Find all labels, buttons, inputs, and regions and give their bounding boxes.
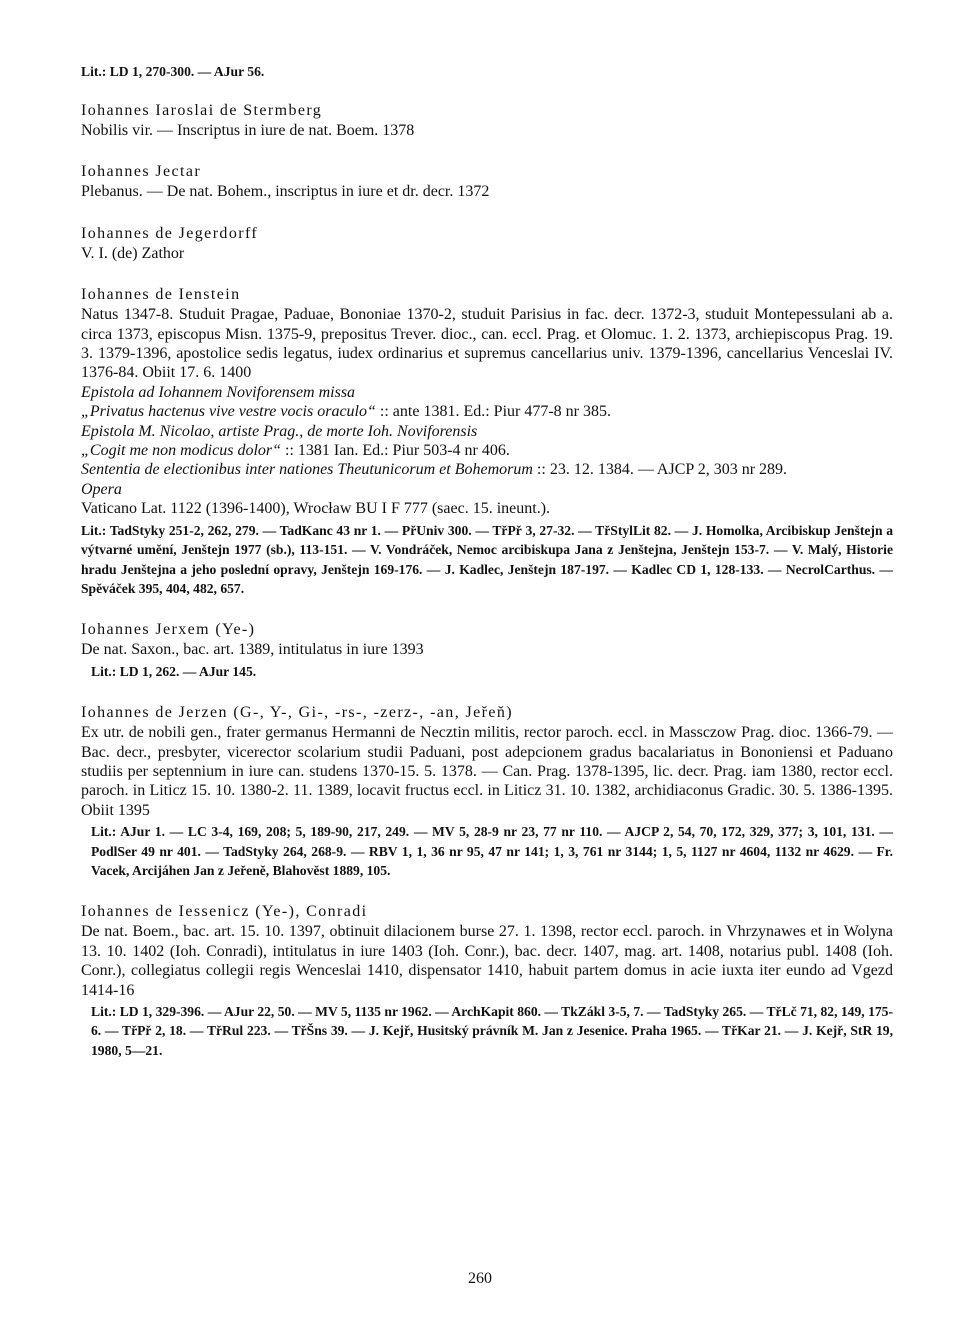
entry-literature: Lit.: LD 1, 329-396. — AJur 22, 50. — MV 5, 1135 nr 1962. — ArchKapit 860. — TkZákl 3-5, 7. — TadStyky 265. — TřLč 71, 82, 149, 175-6. — TřPř 2, 18. — TřRul 223. — TřŠns 39. — J. Kejř, Husitský právník M. Jan z Jesenice. Praha 1965. — TřKar 21. — J. Kejř, StR 19, 1980, 5—21. [91, 1004, 893, 1058]
work-line [81, 480, 893, 499]
entry-text: V. I. (de) Zathor [81, 244, 185, 262]
entry-heading: Iohannes de Jerzen (G-, Y-, Gi-, -rs-, -zerz-, -an, Jeřeň) [81, 704, 513, 722]
entry-jectar [81, 162, 893, 201]
work-detail: :: 1381 Ian. Ed.: Piur 503-4 nr 406. [281, 442, 510, 460]
work-line [81, 402, 893, 421]
entry-jerxem [81, 620, 893, 681]
entry-stermberg [81, 101, 893, 140]
entry-heading: Iohannes de Jegerdorff [81, 224, 259, 242]
entry-biography: Ex utr. de nobili gen., frater germanus Hermanni de Necztin militis, rector paroch. eccl. in Massczow Prag. dioc. 1366-79. — Bac. decr., presbyter, vicerector scolarium studii Paduani, post adepcionem gradus bacalariatus in Bononiensi et Paduano studiis per septennium in iure can. studens 1370-15. 5. 1378. — Can. Prag. 1378-1395, lic. decr. Prag. iam 1380, rector eccl. paroch. in Liticz 15. 10. 1380-2. 11. 1389, locavit fructus eccl. in Liticz 31. 10. 1382, archidiaconus Gradic. 30. 5. 1386-1395. Obiit 1395 [81, 724, 893, 819]
work-title: „Cogit me non modicus dolor“ [81, 442, 282, 460]
entry-text: De nat. Saxon., bac. art. 1389, intitulatus in iure 1393 [81, 641, 424, 659]
entry-biography: Natus 1347-8. Studuit Pragae, Paduae, Bononiae 1370-2, studuit Parisius in fac. decr. 1372-3, studuit Montepessulani ab a. circa 1373, episcopus Misn. 1375-9, prepositus Trever. dioc., can. eccl. Prag. et Olomuc. 1. 2. 1373, archiepiscopus Prag. 19. 3. 1379-1396, apostolice sedis legatus, iudex ordinarius et supremus cancellarius univ. 1379-1396, cancellarius Venceslai IV. 1376-84. Obiit 17. 6. 1400 [81, 306, 893, 382]
entry-heading: Iohannes Jectar [81, 163, 202, 181]
work-title: Opera [81, 480, 122, 498]
work-line [81, 383, 893, 402]
work-line [81, 460, 893, 479]
page-number: 260 [468, 1270, 492, 1287]
entry-jegerdorff [81, 224, 893, 263]
entry-heading: Iohannes de Ienstein [81, 286, 241, 304]
entry-text: Plebanus. — De nat. Bohem., inscriptus in iure et dr. decr. 1372 [81, 183, 490, 201]
work-title: „Privatus hactenus vive vestre vocis oraculo“ [81, 403, 376, 421]
entry-literature: Lit.: TadStyky 251-2, 262, 279. — TadKanc 43 nr 1. — PřUniv 300. — TřPř 3, 27-32. — TřStylLit 82. — J. Homolka, Arcibiskup Jenštejn a výtvarné umění, Jenštejn 1977 (sb.), 113-151. — V. Vondráček, Nemoc arcibiskupa Jana z Jenštejna, Jenštejn 153-7. — V. Malý, Historie hradu Jenštejna a jeho poslední opravy, Jenštejn 169-176. — J. Kadlec, Jenštejn 187-197. — Kadlec CD 1, 128-133. — NecrolCarthus. — Spěváček 395, 404, 482, 657. [81, 522, 893, 596]
entry-literature: Lit.: LD 1, 262. — AJur 145. [91, 663, 257, 679]
work-detail: Vaticano Lat. 1122 (1396-1400), Wrocław BU I F 777 (saec. 15. ineunt.). [81, 500, 551, 518]
page-content [81, 62, 893, 1082]
entry-text: Nobilis vir. — Inscriptus in iure de nat. Boem. 1378 [81, 122, 415, 139]
entry-heading: Iohannes Jerxem (Ye-) [81, 621, 256, 639]
work-detail: :: ante 1381. Ed.: Piur 477-8 nr 385. [375, 403, 611, 421]
work-title: Epistola ad Iohannem Noviforensem missa [81, 383, 356, 401]
entry-iessenicz [81, 902, 893, 1060]
work-line [81, 499, 893, 518]
work-line [81, 441, 893, 460]
work-title: Epistola M. Nicolao, artiste Prag., de morte Ioh. Noviforensis [81, 422, 478, 440]
top-literature: Lit.: LD 1, 270-300. — AJur 56. [81, 64, 265, 79]
entry-ienstein [81, 285, 893, 598]
entry-jerzen [81, 703, 893, 880]
entry-biography: De nat. Boem., bac. art. 15. 10. 1397, obtinuit dilacionem burse 27. 1. 1398, rector eccl. paroch. in Vhrzynawes et in Wolyna 13. 10. 1402 (Ioh. Conradi), intitulatus in iure 1403 (Ioh. Conr.), bac. decr. 1407, mag. art. 1408, notarius publ. 1408 (Ioh. Conr.), collegiatus collegii regis Wenceslai 1410, dispensator 1410, habuit partem domus in acie iuxta iter eundo ad Vgezd 1414-16 [81, 923, 893, 999]
work-title: Sententia de electionibus inter nationes Theutunicorum et Bohemorum [81, 461, 533, 479]
work-line [81, 422, 893, 441]
work-detail: :: 23. 12. 1384. — AJCP 2, 303 nr 289. [532, 461, 788, 479]
entry-literature: Lit.: AJur 1. — LC 3-4, 169, 208; 5, 189-90, 217, 249. — MV 5, 28-9 nr 23, 77 nr 110. — AJCP 2, 54, 70, 172, 329, 377; 3, 101, 131. — PodlSer 49 nr 401. — TadStyky 264, 268-9. — RBV 1, 1, 36 nr 95, 47 nr 141; 1, 3, 761 nr 3144; 1, 5, 1127 nr 4604, 1132 nr 4629. — Fr. Vacek, Arcijáhen Jan z Jeřeně, Blahověst 1889, 105. [91, 824, 893, 878]
entry-heading: Iohannes de Iessenicz (Ye-), Conradi [81, 903, 368, 921]
entry-heading: Iohannes Iaroslai de Stermberg [81, 102, 323, 119]
